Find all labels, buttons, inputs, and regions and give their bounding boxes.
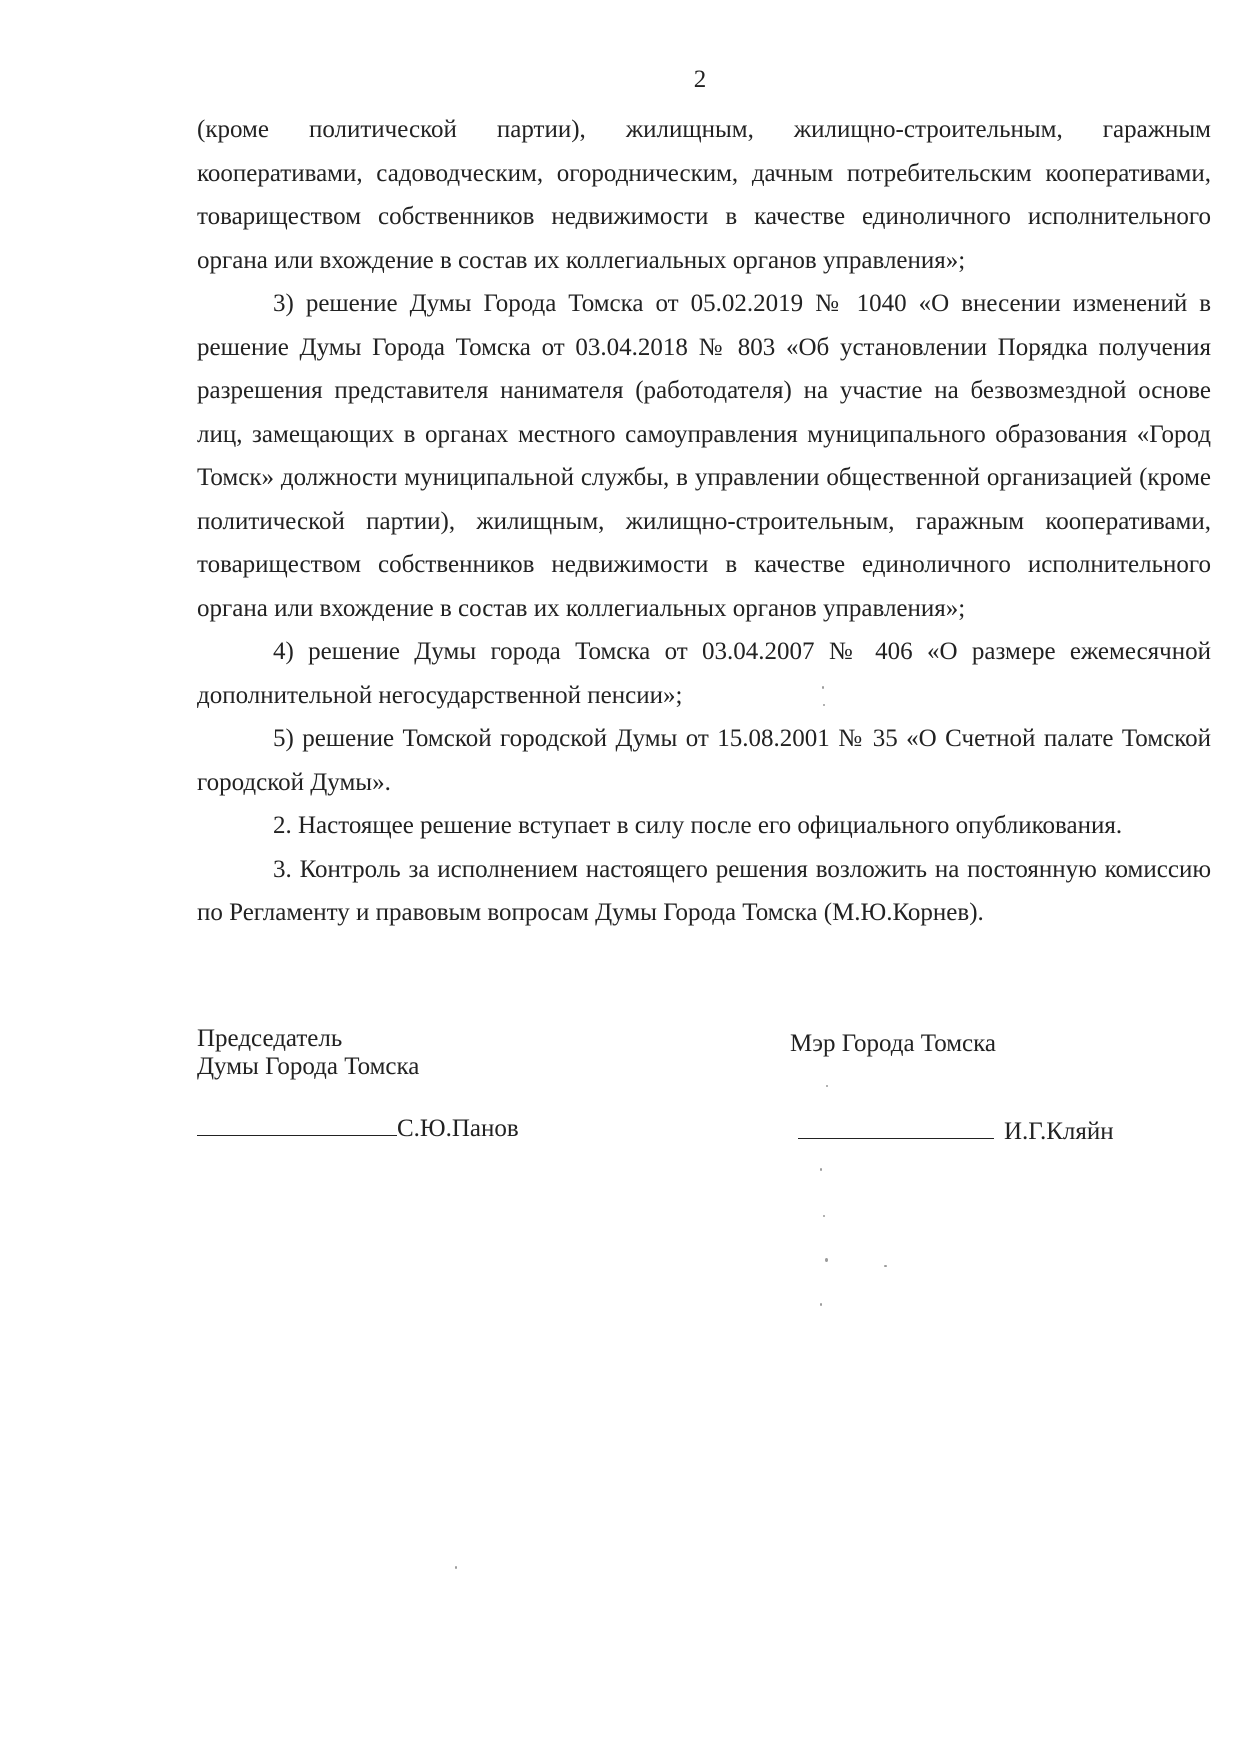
scan-speck: [455, 1566, 457, 1569]
scan-speck: [826, 1085, 828, 1087]
chairman-name: С.Ю.Панов: [397, 1115, 519, 1142]
mayor-title: Мэр Города Томска: [790, 1030, 997, 1057]
chairman-signature-line: [197, 1113, 519, 1143]
scan-speck: [825, 1258, 828, 1262]
paragraph-clause-2: 2. Настоящее решение вступает в силу после его официального опубликования.: [273, 812, 1123, 839]
chairman-title-line1: Председатель: [197, 1025, 343, 1052]
mayor-name: И.Г.Кляйн: [1004, 1118, 1114, 1145]
chairman-title-line2: Думы Города Томска: [197, 1053, 420, 1080]
scan-speck: [822, 686, 824, 689]
mayor-signature-line: [798, 1116, 1114, 1146]
chairman-signature-blank: [197, 1113, 397, 1136]
chairman-title-block: [197, 1025, 419, 1081]
paragraph-item-4: 4) решение Думы города Томска от 03.04.2007 № 406 «О размере ежемесячной дополнительной негосударственной пенсии»;: [197, 638, 1211, 709]
scan-speck: [820, 1303, 822, 1306]
page-number: 2: [693, 66, 707, 93]
body-text: [197, 108, 1211, 935]
mayor-signature-blank: [798, 1116, 994, 1139]
paragraph-item-3: 3) решение Думы Города Томска от 05.02.2019 № 1040 «О внесении изменений в решение Думы Города Томска от 03.04.2018 № 803 «Об установлении Порядка получения разрешения представителя нанимателя (работодателя) на участие на безвозмездной основе лиц, замещающих в органах местного самоуправления муниципального образования «Город Томск» должности муниципальной службы, в управлении общественной организацией (кроме политической партии), жилищным, жилищно-строительным, гаражным кооперативами, товариществом собственников недвижимости в качестве единоличного исполнительного органа или вхождение в состав их коллегиальных органов управления»;: [197, 290, 1211, 622]
scan-speck: [823, 1215, 825, 1217]
scan-speck: [884, 1265, 887, 1267]
scan-speck: [820, 1168, 822, 1171]
paragraph-continuation: (кроме политической партии), жилищным, жилищно-строительным, гаражным кооперативами, садоводческим, огородническим, дачным потребительским кооперативами, товариществом собственников недвижимости в качестве единоличного исполнительного органа или вхождение в состав их коллегиальных органов управления»;: [197, 116, 1211, 274]
paragraph-clause-3: 3. Контроль за исполнением настоящего решения возложить на постоянную комиссию по Регламенту и правовым вопросам Думы Города Томска (М.Ю.Корнев).: [197, 855, 1211, 926]
scan-speck: [823, 704, 825, 706]
paragraph-item-5: 5) решение Томской городской Думы от 15.08.2001 № 35 «О Счетной палате Томской городской Думы».: [197, 725, 1211, 796]
